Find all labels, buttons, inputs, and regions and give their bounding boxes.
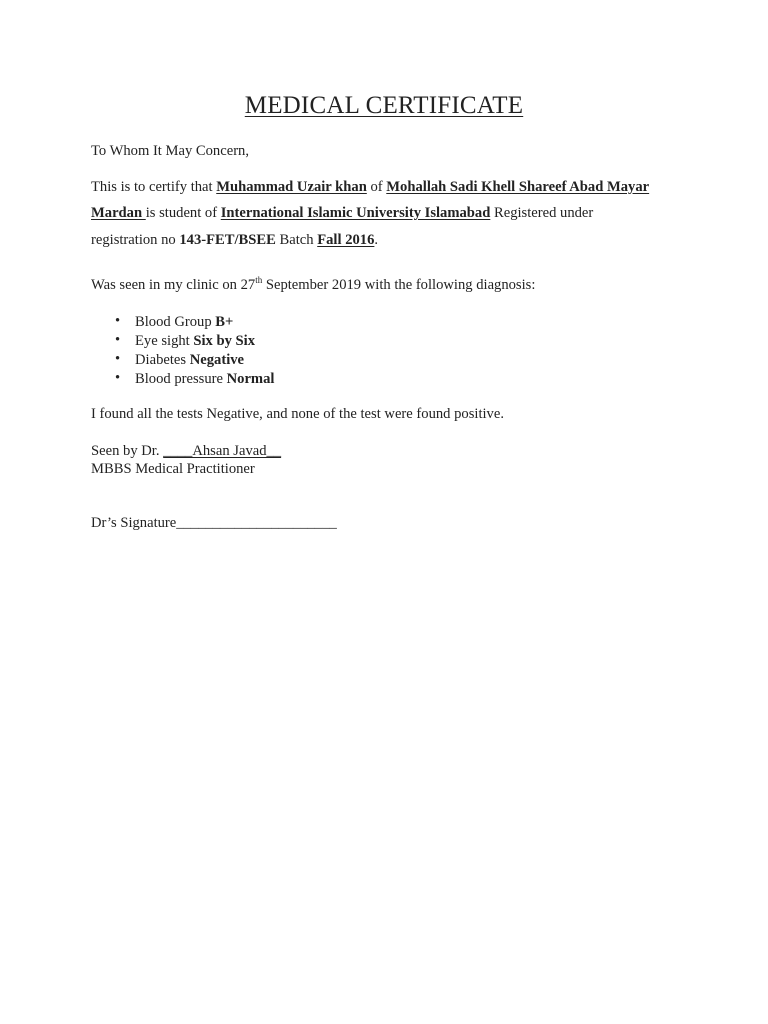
patient-name: Muhammad Uzair khan [216, 179, 367, 195]
list-item [135, 332, 255, 350]
patient-address-city: Mardan [91, 205, 146, 221]
ordinal-suffix: th [255, 275, 263, 286]
text: Was seen in my clinic on 27 [91, 277, 256, 293]
value: Six by Six [193, 333, 256, 349]
certify-line-3 [91, 231, 378, 249]
text: of [366, 179, 387, 195]
doctor-name: ____Ahsan Javad__ [163, 443, 282, 459]
bullet-icon: • [115, 332, 121, 348]
text: This is to certify that [91, 179, 217, 195]
text: Eye sight [135, 333, 194, 349]
university: International Islamic University Islamabad [220, 205, 491, 221]
list-item [135, 351, 244, 369]
text: Seen by Dr. [91, 443, 164, 459]
salutation: To Whom It May Concern, [91, 143, 249, 159]
certify-line-1 [91, 178, 649, 196]
text: Blood Group [135, 314, 216, 330]
signature-blank: ______________________ [176, 515, 337, 531]
signature-label: Dr’s Signature [91, 515, 177, 531]
conclusion: I found all the tests Negative, and none of the test were found positive. [91, 406, 504, 422]
value: Normal [226, 371, 275, 387]
batch: Fall 2016 [317, 232, 375, 248]
patient-address: Mohallah Sadi Khell Shareef Abad Mayar [386, 179, 650, 195]
seen-by-line [91, 442, 281, 460]
document-title: MEDICAL CERTIFICATE [244, 92, 524, 119]
list-item [135, 370, 274, 388]
text: Blood pressure [135, 371, 227, 387]
text: September 2019 with the following diagnosis: [262, 277, 536, 293]
bullet-icon: • [115, 313, 121, 329]
bullet-icon: • [115, 370, 121, 386]
doctor-title: MBBS Medical Practitioner [91, 461, 255, 477]
text: . [374, 232, 379, 248]
text: Registered under [490, 205, 594, 221]
signature-line [91, 514, 337, 532]
value: B+ [215, 314, 234, 330]
registration-number: 143-FET/BSEE [179, 232, 276, 248]
certify-line-2 [91, 204, 593, 222]
text: is student of [145, 205, 221, 221]
text: Batch [275, 232, 318, 248]
text: Diabetes [135, 352, 190, 368]
text: registration no [91, 232, 180, 248]
value: Negative [189, 352, 245, 368]
visit-line [91, 276, 535, 294]
list-item [135, 313, 233, 331]
bullet-icon: • [115, 351, 121, 367]
